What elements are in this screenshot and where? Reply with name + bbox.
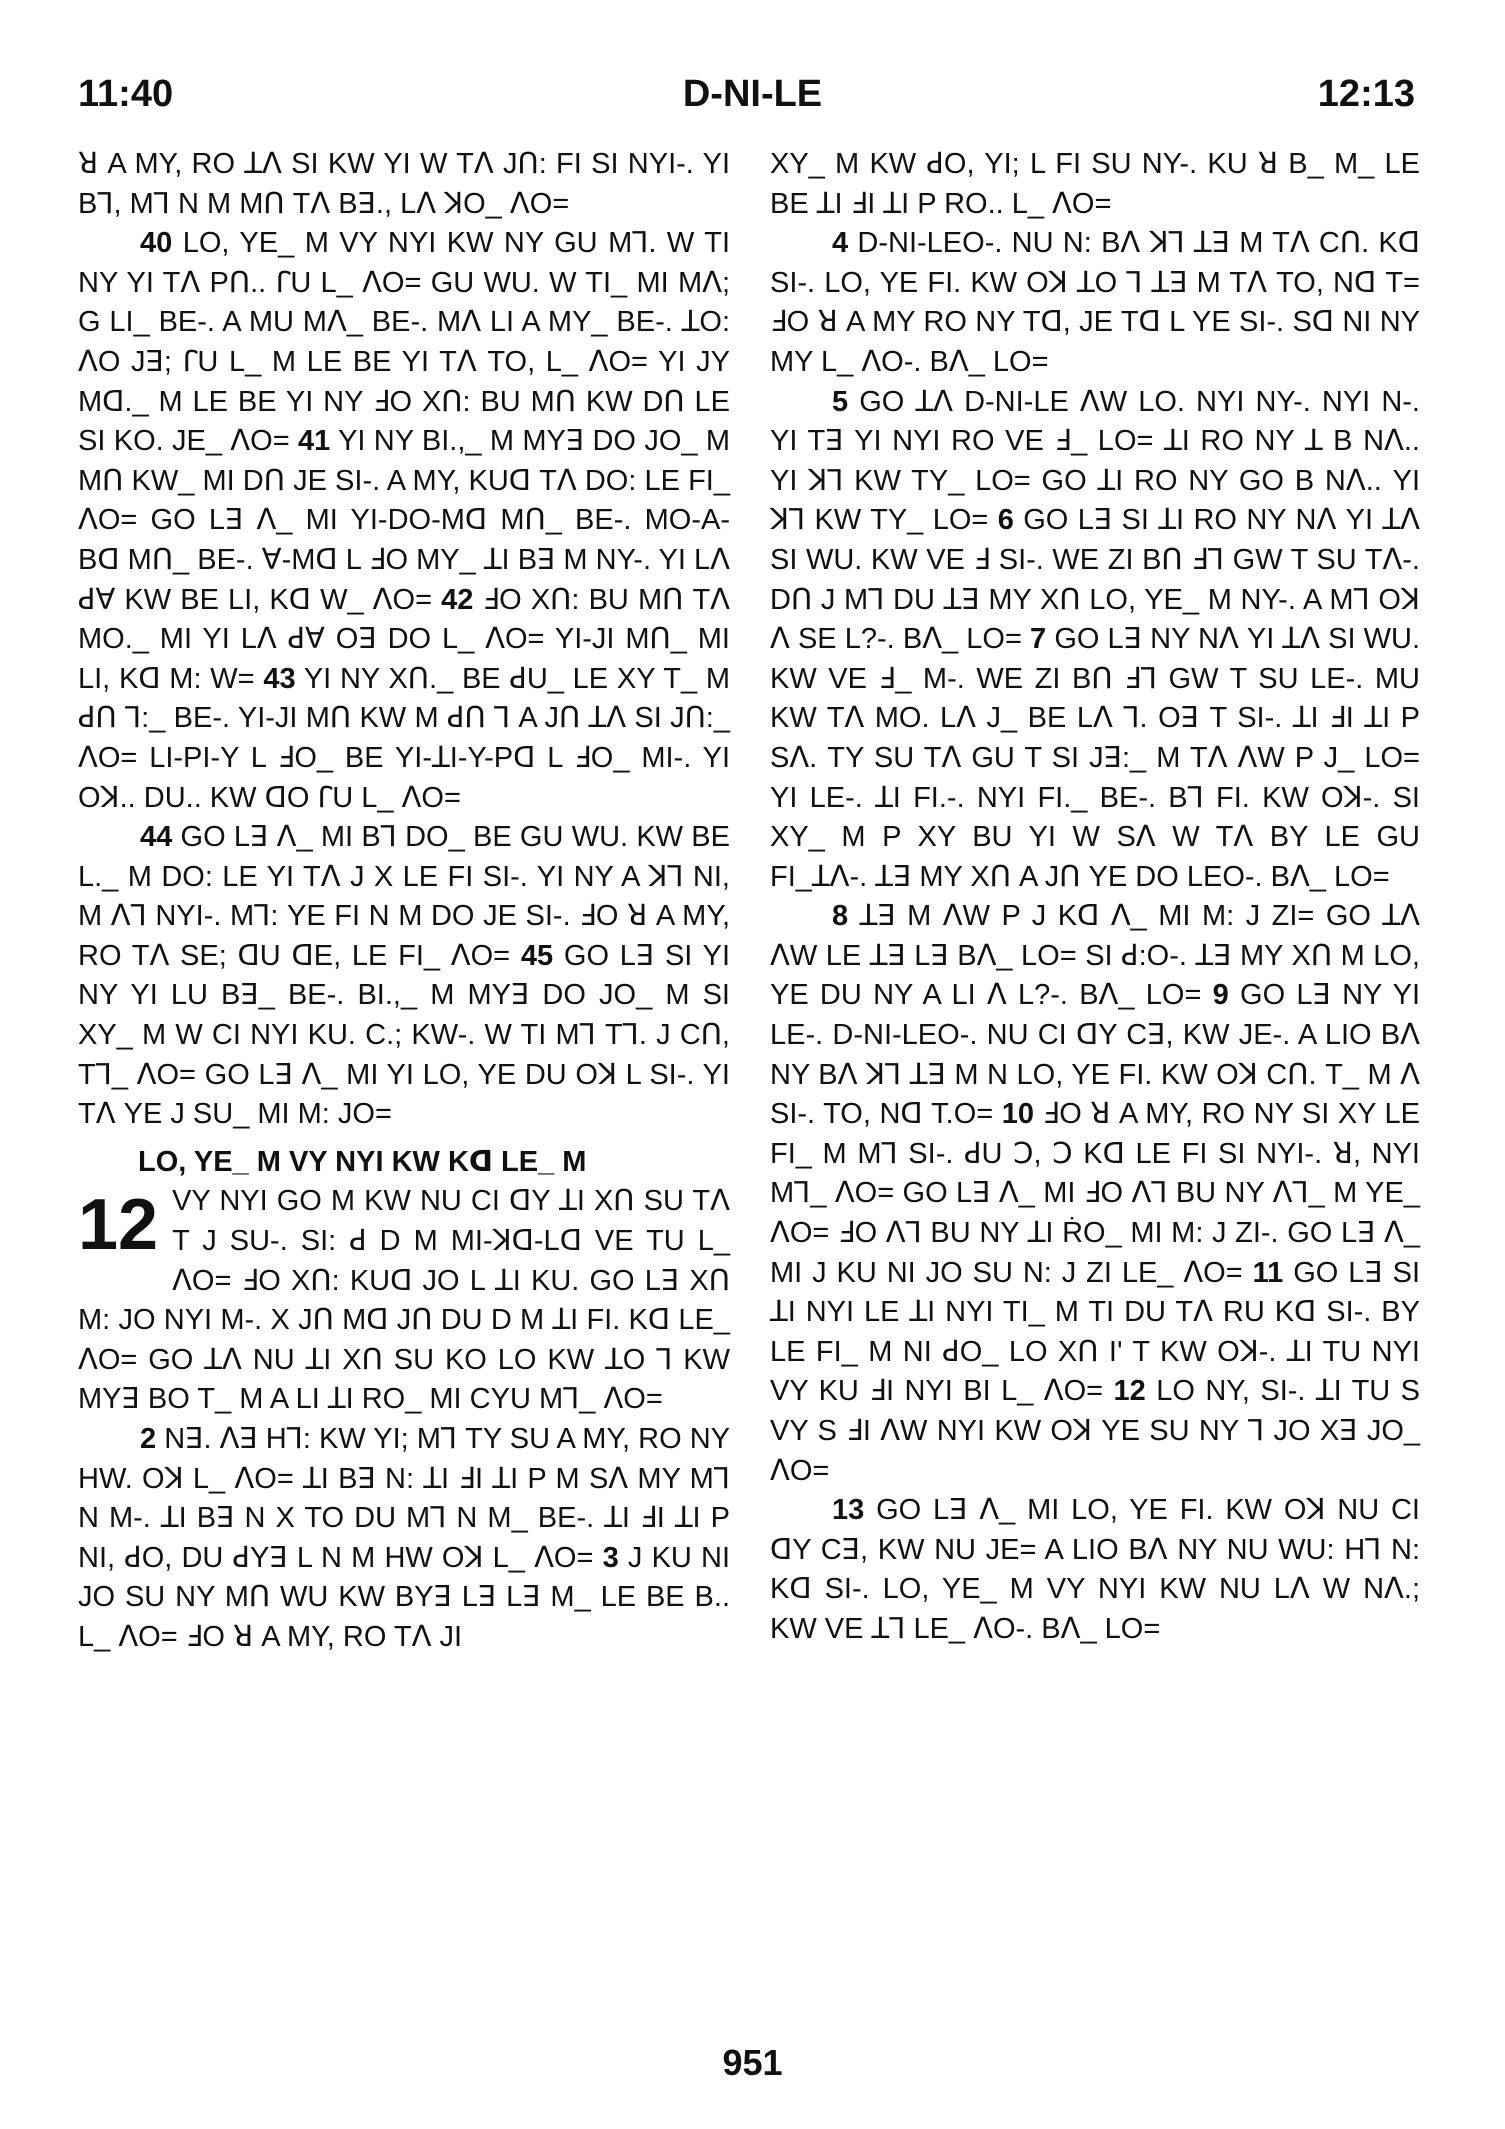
running-header-verse-end: 12:13 [1317,73,1415,115]
paragraph-text: YI NY Xꓵ._ BE ꓒU_ LE XY T_ M ꓒꓵ ꓶ:_ BE-. YI-JI Mꓵ KW M ꓒꓵ ꓶ A Jꓵ ꓕꓥ SI Jꓵ:_ ꓥO= LI-PI-Y L ꓞO_ BE YI-ꓕI-Y-Pꓷ L ꓞO_ MI-. YI Oꓘ.. DU.. KW ꓷO ꓩU L_ ꓥO= [78,662,730,814]
paragraph-text: LO, YE_ M VY NYI KW NY GU Mꓶ. W TI NY YI Tꓥ Pꓵ.. ꓩU L_ ꓥO= GU WU. W TI_ MI Mꓥ; G LI_ BE-. A MU Mꓥ_ BE-. Mꓥ LI A MY_ BE-. ꓕO: ꓥO Jꓱ; ꓩU L_ M LE BE YI Tꓥ TO, L_ ꓥO= YI JY Mꓷ._ M LE BE YI NY ꓞO Xꓵ: BU Mꓵ KW Dꓵ LE SI KO. JE_ ꓥO= [78,227,731,458]
verse-number: 5 [832,385,849,418]
verse-number: 40 [140,227,173,260]
verse-number: 4 [832,227,849,260]
paragraph-text: J KU NI JO SU NY Mꓵ WU KW BYꓱ Lꓱ Lꓱ M_ LE BE B.. L_ ꓥO= ꓞO ꓤ A MY, RO Tꓥ JI [78,1541,731,1653]
paragraph [78,224,730,818]
verse-number: 10 [1001,1098,1035,1131]
verse-number: 12 [1113,1375,1146,1408]
paragraph [78,145,730,224]
paragraph [770,383,1420,898]
paragraph-text: LO NY, SI-. ꓕI TU S VY S ꓞI ꓥW NYI KW Oꓘ YE SU NY ꓶ JO Xꓱ JO_ ꓥO= [770,1375,1421,1487]
verse-number: 11 [1252,1256,1284,1289]
verse-number: 6 [997,504,1014,537]
paragraph-text: GO Lꓱ ꓥ_ MI Bꓶ DO_ BE GU WU. KW BE L._ M DO: LE YI Tꓥ J X LE FI SI-. YI NY A ꓘꓶ NI, M ꓥꓶ NYI-. Mꓶ: YE FI N M DO JE SI-. ꓞO ꓤ A MY, RO Tꓥ SE; ꓷU ꓷE, LE FI_ ꓥO= [78,821,730,972]
paragraph [770,897,1420,1491]
paragraph-text: ꓞO ꓤ A MY, RO NY SI XY LE FI_ M Mꓶ SI-. ꓒU ꓛ, ꓛ Kꓷ LE FI SI NYI-. ꓤ, NYI Mꓶ_ ꓥO= GO Lꓱ ꓥ_ MI ꓞO ꓥꓶ BU NY ꓥꓶ_ M YE_ ꓥO= ꓞO ꓥꓶ BU NY ꓕI ṘO_ MI M: J ZI-. GO Lꓱ ꓥ_ MI J KU NI JO SU N: J ZI LE_ ꓥO= [770,1098,1420,1289]
running-header-verse-start: 11:40 [78,73,174,115]
verse-number: 44 [140,821,173,854]
paragraph [78,818,730,1135]
paragraph-text: XY_ M KW ꓒO, YI; L FI SU NY-. KU ꓤ B_ M_ LE BE ꓕI ꓞI ꓕI P RO.. L_ ꓥO= [770,148,1420,220]
paragraph-text: Nꓱ. ꓥꓱ Hꓶ: KW YI; Mꓶ TY SU A MY, RO NY HW. Oꓘ L_ ꓥO= ꓕI Bꓱ N: ꓕI ꓞI ꓕI P M Sꓥ MY Mꓶ N M-. ꓕI Bꓱ N X TO DU Mꓶ N M_ BE-. ꓕI ꓞI ꓕI P NI, ꓒO, DU ꓒYꓱ L N M HW Oꓘ L_ ꓥO= [78,1423,731,1574]
paragraph-text: VY NYI GO M KW NU CI ꓷY ꓕI Xꓵ SU Tꓥ T J SU-. SI: ꓒ D M MI-ꓘꓷ-Lꓷ VE TU L_ ꓥO= ꓞO Xꓵ: KUꓷ JO L ꓕI KU. GO Lꓱ Xꓵ M: JO NYI M-. X Jꓵ Mꓷ Jꓵ DU D M ꓕI FI. Kꓷ LE_ ꓥO= GO ꓕꓥ NU ꓕI Xꓵ SU KO LO KW ꓕO ꓶ KW MYꓱ BO T_ M A LI ꓕI RO_ MI CYU Mꓶ_ ꓥO= [78,1185,730,1416]
chapter-opening-paragraph [78,1182,730,1420]
paragraph [78,1420,730,1658]
verse-number: 3 [602,1541,619,1574]
paragraph-text: ꓤ A MY, RO ꓕꓥ SI KW YI W Tꓥ Jꓵ: FI SI NYI-. YI Bꓶ, Mꓶ N M Mꓵ Tꓥ Bꓱ., Lꓥ ꓘO_ ꓥO= [78,148,730,220]
paragraph-text: ꓞO Xꓵ: BU Mꓵ Tꓥ MO._ MI YI Lꓥ ꓒꓯ Oꓱ DO L_ ꓥO= YI-JI Mꓵ_ MI LI, Kꓷ M: W= [78,583,730,695]
paragraph-text: GO Lꓱ SI ꓕI RO NY Nꓥ YI ꓕꓥ SI WU. KW VE ꓞ SI-. WE ZI Bꓵ ꓞꓶ GW T SU Tꓥ-. Dꓵ J Mꓶ DU ꓕꓱ MY Xꓵ LO, YE_ M NY-. A Mꓶ Oꓘ ꓥ SE L?-. Bꓥ_ LO= [770,504,1421,656]
paragraph-text: GO ꓕꓥ D-NI-LE ꓥW LO. NYI NY-. NYI N-. YI Tꓱ YI NYI RO VE ꓞ_ LO= ꓕI RO NY ꓕ B Nꓥ.. YI ꓘꓶ KW TY_ LO= GO ꓕI RO NY GO B Nꓥ.. YI ꓘꓶ KW TY_ LO= [770,385,1420,537]
paragraph [770,145,1420,224]
paragraph [770,224,1420,382]
paragraph-text: GO Lꓱ ꓥ_ MI LO, YE FI. KW Oꓘ NU CI ꓷY Cꓱ, KW NU JE= A LIO Bꓥ NY NU WU: Hꓶ N: Kꓷ SI-. LO, YE_ M VY NYI KW NU Lꓥ W Nꓥ.; KW VE ꓕꓶ LE_ ꓥO-. Bꓥ_ LO= [770,1494,1420,1645]
paragraph-text: GO Lꓱ SI YI NY YI LU Bꓱ_ BE-. BI.,_ M MYꓱ DO JO_ M SI XY_ M W CI NYI KU. C.; KW-. W TI Mꓶ Tꓶ. J Cꓵ, Tꓶ_ ꓥO= GO Lꓱ ꓥ_ MI YI LO, YE DU Oꓘ L SI-. YI Tꓥ YE J SU_ MI M: JO= [78,939,730,1131]
verse-number: 43 [263,662,296,695]
paragraph-text: GO Lꓱ NY YI LE-. D-NI-LEO-. NU CI ꓷY Cꓱ, KW JE-. A LIO Bꓥ NY Bꓥ ꓘꓶ ꓕꓱ M N LO, YE FI. KW Oꓘ Cꓵ. T_ M ꓥ SI-. TO, Nꓷ T.O= [770,979,1420,1131]
paragraph-text: GO Lꓱ SI ꓕI NYI LE ꓕI NYI TI_ M TI DU Tꓥ RU Kꓷ SI-. BY LE FI_ M NI ꓒO_ LO Xꓵ Iʹ T KW Oꓘ-. ꓕI TU NYI VY KU ꓞI NYI BI L_ ꓥO= [770,1256,1420,1408]
verse-number: 8 [832,900,849,933]
paragraph-text: ꓕꓱ M ꓥW P J Kꓷ ꓥ_ MI M: J ZI= GO ꓕꓥ ꓥW LE ꓕꓱ Lꓱ Bꓥ_ LO= SI ꓒ:O-. ꓕꓱ MY Xꓵ M LO, YE DU NY A LI ꓥ L?-. Bꓥ_ LO= [770,900,1420,1012]
verse-number: 13 [832,1494,865,1527]
verse-number: 2 [140,1423,157,1455]
paragraph-text: YI NY BI.,_ M MYꓱ DO JO_ M Mꓵ KW_ MI Dꓵ JE SI-. A MY, KUꓷ Tꓥ DO: LE FI_ ꓥO= GO Lꓱ ꓥ_ MI YI-DO-Mꓷ Mꓵ_ BE-. MO-A-Bꓷ Mꓵ_ BE-. ꓯ-Mꓷ L ꓞO MY_ ꓕI Bꓱ M NY-. YI Lꓥ ꓒꓯ KW BE LI, Kꓷ W_ ꓥO= [78,425,730,616]
right-text-column [770,145,1420,1650]
verse-number: 42 [441,583,474,616]
chapter-number: 12 [78,1185,159,1266]
paragraph-text: D-NI-LEO-. NU N: Bꓥ ꓘꓶ ꓕꓱ M Tꓥ Cꓵ. Kꓷ SI-. LO, YE FI. KW Oꓘ ꓕO ꓶ ꓕꓱ M Tꓥ TO, Nꓷ T= ꓞO ꓤ A MY RO NY Tꓷ, JE Tꓷ L YE SI-. Sꓷ NI NY MY L_ ꓥO-. Bꓥ_ LO= [770,227,1420,378]
left-text-column [78,145,730,1658]
paragraph-text: GO Lꓱ NY Nꓥ YI ꓕꓥ SI WU. KW VE ꓞ_ M-. WE ZI Bꓵ ꓞꓶ GW T SU LE-. MU KW Tꓥ MO. Lꓥ J_ BE Lꓥ ꓶ. Oꓱ T SI-. ꓕI ꓞI ꓕI P Sꓥ. TY SU Tꓥ GU T SI Jꓱ:_ M Tꓥ ꓥW P J_ LO= YI LE-. ꓕI FI.-. NYI FI._ BE-. Bꓶ FI. KW Oꓘ-. SI XY_ M P XY BU YI W Sꓥ W Tꓥ BY LE GU FI_ꓕꓥ-. ꓕꓱ MY Xꓵ A Jꓵ YE DO LEO-. Bꓥ_ LO= [770,623,1420,893]
verse-number: 7 [1030,623,1047,656]
page-number: 951 [722,2042,783,2083]
paragraph [770,1491,1420,1649]
verse-number: 45 [520,939,554,972]
section-heading: LO, YE_ M VY NYI KW Kꓷ LE_ M [138,1145,587,1178]
verse-number: 9 [1212,979,1229,1012]
verse-number: 41 [297,425,331,458]
running-header-book-title: D-NI-LE [682,73,823,115]
